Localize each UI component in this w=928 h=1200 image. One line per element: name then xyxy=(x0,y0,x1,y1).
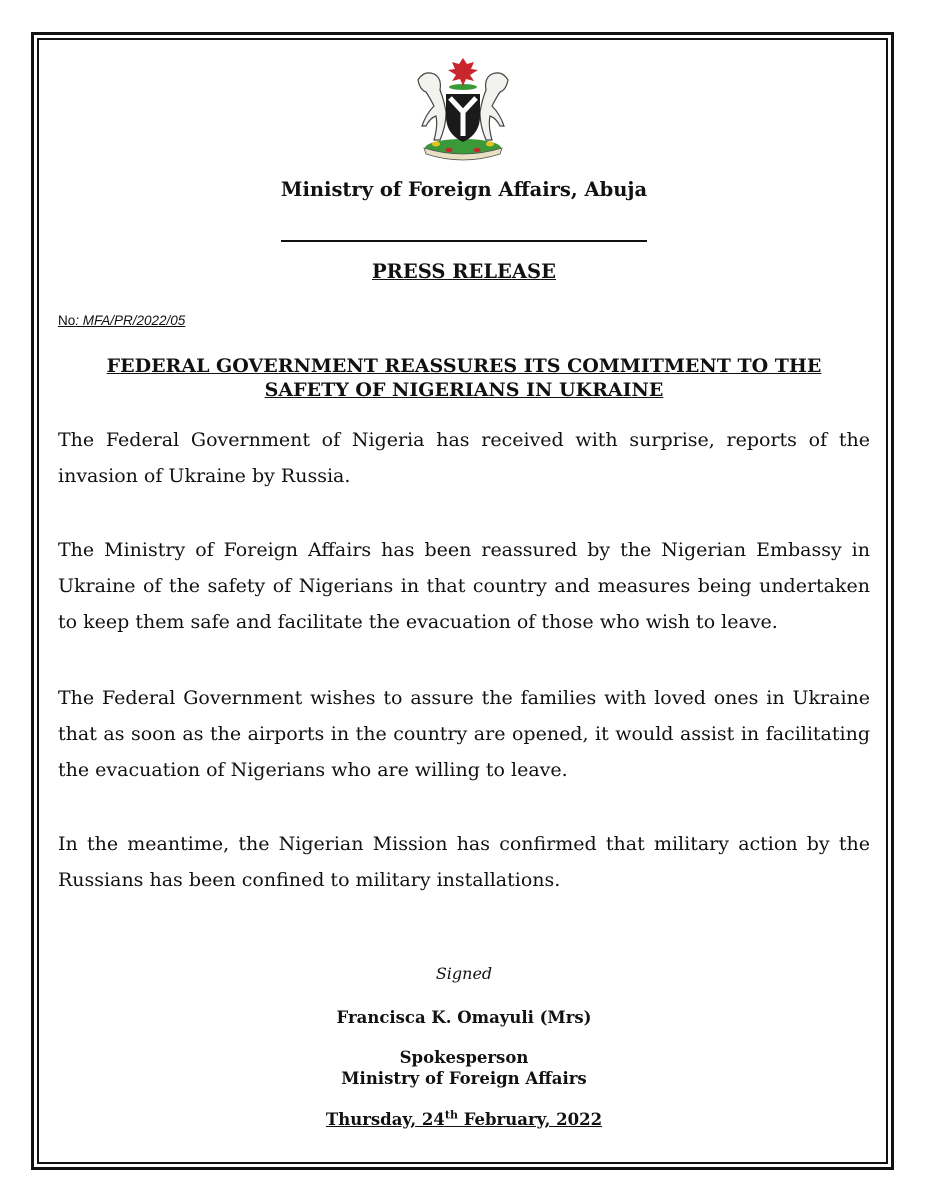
signatory-name: Francisca K. Omayuli (Mrs) xyxy=(336,1008,592,1027)
ministry-heading: Ministry of Foreign Affairs, Abuja xyxy=(280,178,648,201)
document-type-title: PRESS RELEASE xyxy=(372,260,556,283)
nigeria-coat-of-arms-icon xyxy=(404,56,522,162)
body-paragraph-2: The Ministry of Foreign Affairs has been reassured by the Nigerian Embassy in Ukraine of the safety of Nigerians in that country and measures being undertaken to keep them safe and facilitate the evacuation of those who wish to leave. xyxy=(58,539,870,633)
reference-prefix: No xyxy=(58,313,76,328)
date-month-year: February, 2022 xyxy=(457,1110,603,1129)
signatory-role: Spokesperson xyxy=(399,1048,529,1067)
headline-line-1: FEDERAL GOVERNMENT REASSURES ITS COMMITMENT TO THE xyxy=(106,355,822,377)
body-paragraph-3: The Federal Government wishes to assure the families with loved ones in Ukraine that as soon as the airports in the country are opened, it would assist in facilitating the evacuation of Nigerians who are willing to leave. xyxy=(58,687,870,781)
date-ordinal-suffix: th xyxy=(444,1108,458,1122)
body-paragraph-4: In the meantime, the Nigerian Mission has confirmed that military action by the Russians has been confined to military installations. xyxy=(58,833,870,891)
heading-divider xyxy=(281,240,647,242)
signed-label: Signed xyxy=(435,964,493,983)
body-paragraph-1: The Federal Government of Nigeria has received with surprise, reports of the invasion of Ukraine by Russia. xyxy=(58,429,870,487)
headline-line-2: SAFETY OF NIGERIANS IN UKRAINE xyxy=(264,379,664,401)
press-release-headline xyxy=(60,354,868,402)
reference-number xyxy=(58,313,185,328)
reference-value: : MFA/PR/2022/05 xyxy=(75,313,186,328)
date-day: Thursday, 24 xyxy=(325,1110,445,1129)
release-date xyxy=(0,1110,928,1129)
signatory-office: Ministry of Foreign Affairs xyxy=(341,1069,587,1088)
